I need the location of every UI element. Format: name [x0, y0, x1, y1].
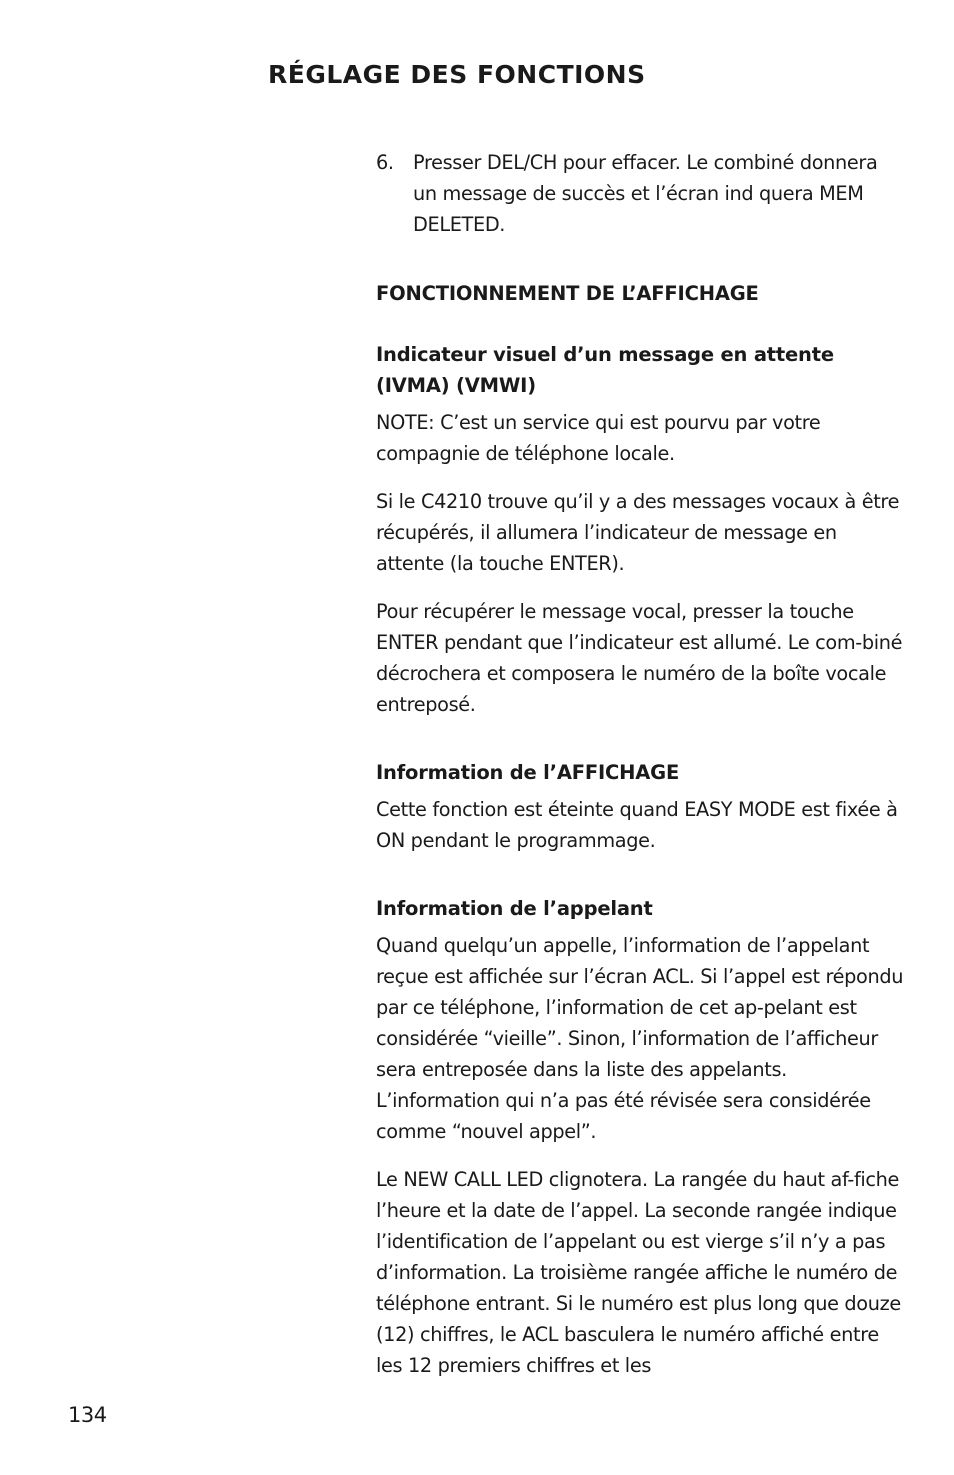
- page-content: [376, 147, 906, 1381]
- step-item: [376, 147, 906, 240]
- section-title: FONCTIONNEMENT DE L’AFFICHAGE: [376, 282, 759, 305]
- step-text: Presser DEL/CH pour effacer. Le combiné donnera un message de succès et l’écran ind quera MEM DELETED.: [413, 151, 878, 236]
- page-number: 134: [68, 1403, 107, 1427]
- paragraph: Le NEW CALL LED clignotera. La rangée du haut af-fiche l’heure et la date de l’appel. La seconde rangée indique l’identification de l’appelant ou est vierge s’il n’y a pas d’information. La troisième rangée affiche le numéro de téléphone entrant. Si le numéro est plus long que douze (12) chiffres, le ACL basculera le numéro affiché entre les 12 premiers chiffres et les: [376, 1168, 901, 1377]
- page-header: RÉGLAGE DES FONCTIONS: [268, 60, 646, 89]
- paragraph: Quand quelqu’un appelle, l’information de l’appelant reçue est affichée sur l’écran ACL. Si l’appel est répondu par ce téléphone, l’information de cet ap-pelant est considérée “vieille”. Sinon, l’information de l’afficheur sera entreposée dans la liste des appelants. L’information qui n’a pas été révisée sera considérée comme “nouvel appel”.: [376, 934, 904, 1143]
- paragraph: Pour récupérer le message vocal, presser la touche ENTER pendant que l’indicateur est allumé. Le com-biné décrochera et composera le numéro de la boîte vocale entreposé.: [376, 600, 903, 716]
- subsection-title-caller-info: Information de l’appelant: [376, 897, 653, 920]
- paragraph: Cette fonction est éteinte quand EASY MODE est fixée à ON pendant le programmage.: [376, 798, 898, 852]
- paragraph: Si le C4210 trouve qu’il y a des messages vocaux à être récupérés, il allumera l’indicateur de message en attente (la touche ENTER).: [376, 490, 900, 575]
- subsection-title-display-info: Information de l’AFFICHAGE: [376, 761, 680, 784]
- paragraph: NOTE: C’est un service qui est pourvu par votre compagnie de téléphone locale.: [376, 411, 821, 465]
- step-number: 6.: [376, 151, 394, 174]
- subsection-title-vmwi: Indicateur visuel d’un message en attente (IVMA) (VMWI): [376, 343, 834, 397]
